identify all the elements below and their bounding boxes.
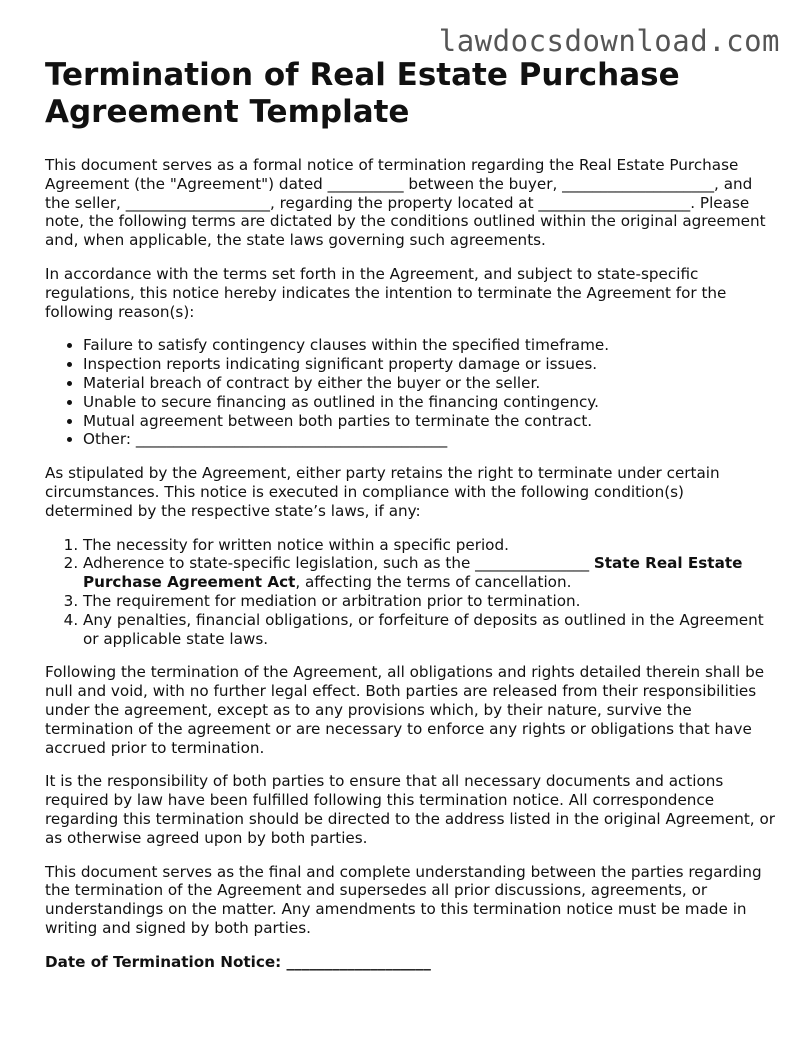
date-label: Date of Termination Notice: (45, 952, 282, 971)
document-title: Termination of Real Estate Purchase Agreement Template (45, 57, 680, 130)
site-watermark: lawdocsdownload.com (438, 24, 780, 58)
seller-blank[interactable]: ___________________ (125, 193, 270, 212)
other-reason-blank[interactable]: _________________________________________ (135, 430, 448, 449)
property-blank[interactable]: ____________________ (538, 193, 691, 212)
intro-paragraph (45, 156, 775, 250)
act-name: State Real Estate Purchase Agreement Act (83, 554, 743, 592)
condition-item (83, 554, 775, 592)
buyer-blank[interactable]: ____________________ (562, 174, 715, 193)
responsibility-paragraph: It is the responsibility of both parties to ensure that all necessary documents and actions required by law have been fulfilled following this termination notice. All correspondence regarding this termination should be directed to the address listed in the original Agreement, or as otherwise agreed upon by both parties. (45, 772, 775, 847)
final-paragraph: This document serves as the final and complete understanding between the parties regarding the termination of the Agreement and supersedes all prior discussions, agreements, or understandings on the matter. Any amendments to this termination notice must be made in writing and signed by both parties. (45, 862, 762, 937)
reason-item: • Failure to satisfy contingency clauses within the specified timeframe. (83, 336, 775, 355)
intro-text-1: This document serves as a formal notice of termination regarding the Real Estate Purchase Agreement (the "Agreement") dated (45, 156, 739, 193)
condition-item: 4. Any penalties, financial obligations, or forfeiture of deposits as outlined in the Agreement or applicable state laws. (83, 611, 775, 649)
condition-text: Adherence to state-specific legislation, such as the (83, 554, 471, 573)
termination-date-line (45, 953, 775, 972)
conditions-intro: As stipulated by the Agreement, either party retains the right to terminate under certain circumstances. This notice is executed in compliance with the following condition(s) determined by the respective state’s laws, if any: (45, 464, 720, 520)
intro-text-4: , regarding the property located at (269, 193, 534, 212)
conditions-list (45, 536, 775, 649)
reason-item: • Material breach of contract by either the buyer or the seller. (83, 374, 775, 393)
document-body (45, 57, 775, 986)
intro-text-5: . Please note, the following terms are dictated by the conditions outlined within the original agreement and, when applicable, the state laws governing such agreements. (45, 193, 766, 250)
state-blank[interactable]: _______________ (475, 554, 590, 573)
condition-item: 1. The necessity for written notice within a specific period. (83, 536, 775, 555)
reason-item: • Inspection reports indicating significant property damage or issues. (83, 355, 775, 374)
condition-text: , affecting the terms of cancellation. (295, 573, 572, 592)
other-label: Other: (83, 430, 131, 449)
reasons-list (45, 336, 775, 449)
date-blank[interactable]: __________ (327, 174, 404, 193)
reason-item: • Mutual agreement between both parties to terminate the contract. (83, 412, 775, 431)
intro-text-3: , and the seller, (45, 174, 753, 212)
reason-item-other (83, 430, 775, 449)
effect-paragraph: Following the termination of the Agreement, all obligations and rights detailed therein shall be null and void, with no further legal effect. Both parties are released from their responsibilities under the agreement, except as to any provisions which, by their nature, survive the termination of the agreement or are necessary to enforce any rights or obligations that have accrued prior to termination. (45, 663, 765, 757)
termination-date-blank[interactable]: ___________________ (286, 952, 431, 971)
condition-item: 3. The requirement for mediation or arbitration prior to termination. (83, 592, 775, 611)
intro-text-2: between the buyer, (408, 174, 558, 193)
reasons-intro: In accordance with the terms set forth in the Agreement, and subject to state-specific regulations, this notice hereby indicates the intention to terminate the Agreement for the following reason(s): (45, 264, 727, 321)
reason-item: • Unable to secure financing as outlined in the financing contingency. (83, 393, 775, 412)
